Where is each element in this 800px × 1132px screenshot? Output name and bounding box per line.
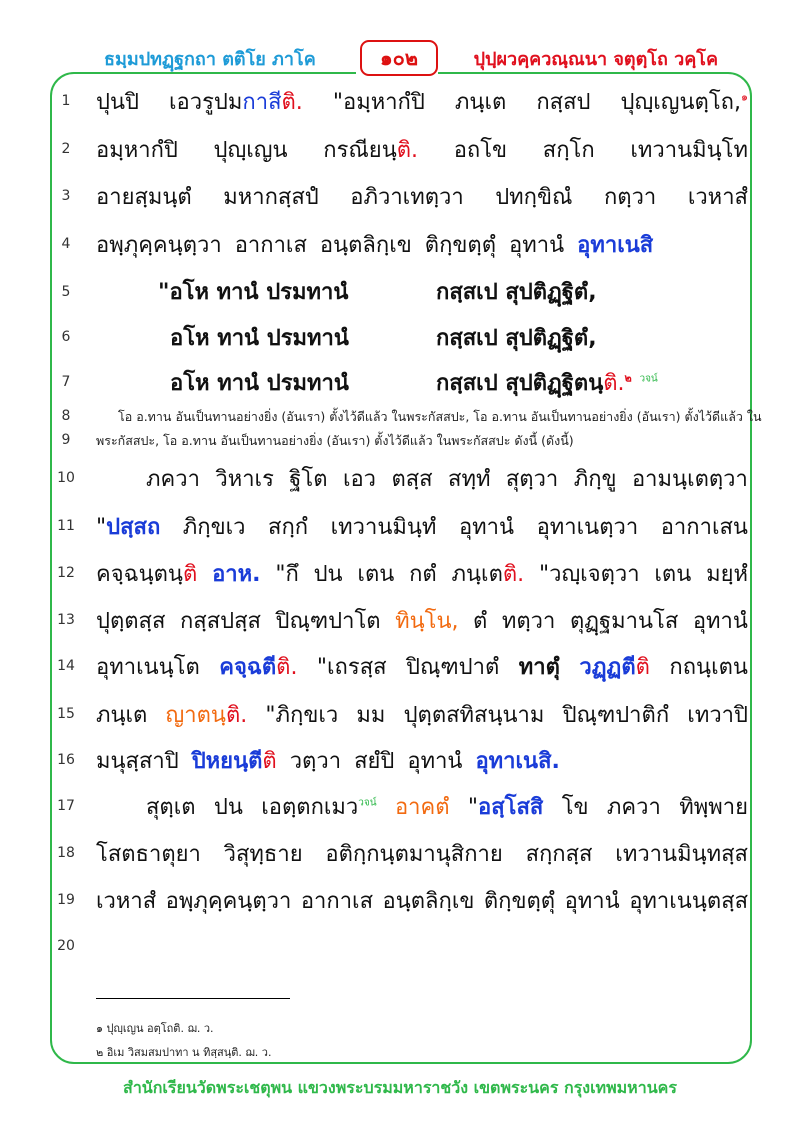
line-number: 17 [57,798,75,814]
word: สกฺกํ [268,515,309,540]
word: ภิกฺขู [573,467,617,492]
word: ทตฺวา [501,609,556,634]
line-number: 12 [57,565,75,581]
verse-line-1a: "อโห ทานํ ปรมทานํ [158,280,349,305]
verse-line-2b: กสฺสเป สุปติฏฺฐิตํ, [436,326,597,351]
vagga-tag: วจน์ [639,373,658,385]
word: กตฺวา [603,185,657,210]
word: เอตฺตกเมว$^{วจน์}$ [261,795,377,820]
word: เวหาสํ [687,185,748,210]
word: โข [561,795,589,820]
word: อาห. [212,562,261,587]
word: วิสุทฺธาย [223,842,303,867]
word: ทิพฺพาย [679,795,748,820]
line-number: 15 [57,706,75,722]
word: เตน [357,562,395,587]
line-number: 9 [61,432,71,448]
translation-line-8: โอ อ.ทาน อันเป็นทานอย่างยิ่ง (อันเรา) ตั้งไว้ดีแล้ว ในพระกัสสปะ, โอ อ.ทาน อันเป็นทานอย่างยิ่ง (อันเรา) ตั้งไว้ดีแล้ว ใน [118,409,762,424]
word: เทวานมินฺทสฺส [615,842,748,867]
word: อุทาเนนฺตสฺส [629,889,748,914]
word: อมฺหากํปิ [96,138,178,163]
word: อาคตํ [394,795,450,820]
word: ภควา [606,795,661,820]
word: ปุญฺเญนตฺโถ,$^๑$ [620,90,748,115]
line-number: 6 [61,329,71,345]
word: มหากสฺสปํ [223,185,319,210]
word: อุทานํ [458,515,515,540]
word: อากาเส [300,889,373,914]
word: อนฺตลิกฺเข [319,233,412,258]
word: อุทานํ [509,233,565,258]
word: เอว [342,467,377,492]
word: ปิหยนฺตีติ [191,749,277,774]
word: "อสฺโสสิ [467,795,544,820]
word: ทินฺโน, [395,609,459,634]
word: มนุสฺสาปิ [96,749,179,774]
word: คจฺฉนฺตนฺติ [96,562,198,587]
text-line-12 [96,556,748,591]
text-line-2 [96,132,748,167]
word: อนฺตลิกฺเข [382,889,475,914]
word: อามนฺเตตฺวา [631,467,748,492]
page-header-left: ธมฺมปทฏฺฐกถา ตติโย ภาโค [104,49,316,70]
text-line-13 [96,603,748,638]
text-line-19 [96,883,748,918]
verse-line-3a: อโห ทานํ ปรมทานํ [170,371,349,396]
line-number: 7 [61,374,71,390]
word: กสฺสปสฺส [179,609,261,634]
word: อติกฺกนฺตมานุสิกาย [325,842,503,867]
line-number: 19 [57,892,75,908]
word: สกฺโก [542,138,595,163]
word: อุทาเนสิ. [475,749,560,774]
word: คจฺฉตีติ. [219,655,298,680]
word: ติกฺขตฺตุํ [483,889,556,914]
line-number: 16 [57,752,75,768]
word: วฏฺฏตีติ [579,655,650,680]
text-line-18 [96,836,748,871]
word: ตํ [473,609,488,634]
word: อถโข [453,138,508,163]
word: อุทาเนนฺโต [96,655,200,680]
line-number: 13 [57,612,75,628]
word: อพฺภุคฺคนฺตฺวา [96,233,222,258]
word: ญาตนฺติ. [165,703,248,728]
word: มม [356,703,386,728]
word: วตฺวา [289,749,342,774]
word: อายสฺมนฺตํ [96,185,192,210]
verse-line-3b: กสฺสเป สุปติฏฺฐิตนฺติ.$^๒$ $^{วจน์}$ [436,371,658,396]
word: ปน [313,562,343,587]
word: กสฺสป [536,90,591,115]
word: ภนฺเต [454,90,507,115]
line-number: 10 [57,470,75,486]
footnote-marker: ๑ [740,90,748,104]
word: ฐิโต [289,467,328,492]
word: เวหาสํ [96,889,157,914]
word: สทฺทํ [448,467,491,492]
word: ปิณฺฑปาตํ [406,655,500,680]
word: "กึ [275,562,299,587]
word: เทวานมินฺทํ [330,515,437,540]
footnote-2: ๒ อิเม วิสมสมปาทา น ทิสฺสนฺติ. ฌ. ว. [96,1046,272,1059]
word: อภิวาเทตฺวา [350,185,464,210]
word: เอวรูปมกาสีติ. [169,90,303,115]
page-number-box: ๑๐๒ [360,40,438,76]
word: วิหาเร [215,467,274,492]
line-number: 3 [61,188,71,204]
line-number: 4 [61,236,71,252]
word: ปิณฺฑปาโต [275,609,381,634]
word: กรณียนฺติ. [323,138,419,163]
word: สุตฺวา [505,467,559,492]
line-number: 14 [57,658,75,674]
word: ปิณฺฑปาติกํ [562,703,670,728]
word: สยํปิ [354,749,395,774]
word: ภิกฺขเว [182,515,246,540]
text-line-16 [96,743,748,778]
word: เทวานมินฺโท [630,138,748,163]
line-number: 1 [61,93,71,109]
text-line-4 [96,227,748,262]
word: "ภิกฺขเว [265,703,339,728]
word: มยฺหํ [706,562,748,587]
line-number: 20 [57,938,75,954]
text-line-11 [96,509,748,544]
word: กถนฺเตน [669,655,748,680]
line-number: 5 [61,284,71,300]
word: ทาตุํ [518,655,560,680]
text-line-15 [96,697,748,732]
word: ปน [213,795,243,820]
word: สกฺกสฺส [525,842,593,867]
footnote-rule [96,998,290,999]
page-footer: สำนักเรียนวัดพระเชตุพน แขวงพระบรมมหาราชวัง เขตพระนคร กรุงเทพมหานคร [123,1078,677,1097]
word: ภนฺเต [96,703,148,728]
word: อากาเสน [660,515,748,540]
word: ปุญฺเญน [213,138,288,163]
word: สุตฺเต [146,795,196,820]
word: อากาเส [234,233,307,258]
page-header-right: ปุปฺผวคฺควณฺณนา จตุตฺโถ วคฺโค [473,49,718,70]
line-number: 8 [61,408,71,424]
word: อุทานํ [564,889,620,914]
word: อพฺภุคฺคนฺตฺวา [165,889,292,914]
word: อุทานํ [407,749,463,774]
footnote-marker: ๒ [624,371,632,385]
word: "ปสฺสถ [96,515,161,540]
footnote-1: ๑ ปุญฺเญน อตฺโถติ. ฌ. ว. [96,1022,214,1035]
text-line-3 [96,179,748,214]
word: ตสฺส [391,467,433,492]
text-line-1 [96,84,748,119]
text-line-14 [96,649,748,684]
word: กตํ [409,562,437,587]
word: ภนฺเตติ. [451,562,525,587]
word: "อมฺหากํปิ [332,90,425,115]
translation-line-9: พระกัสสปะ, โอ อ.ทาน อันเป็นทานอย่างยิ่ง (อันเรา) ตั้งไว้ดีแล้ว ในพระกัสสปะ ดังนี้ (ดังนี้) [96,433,574,448]
verse-line-2a: อโห ทานํ ปรมทานํ [170,326,349,351]
verse-line-1b: กสฺสเป สุปติฏฺฐิตํ, [436,280,597,305]
word: ปุตฺตสฺส [96,609,166,634]
line-number: 18 [57,845,75,861]
text-line-17 [146,789,748,824]
word: "วญฺเจตฺวา [538,562,640,587]
word: อุทาเนตฺวา [536,515,639,540]
line-number: 11 [57,518,75,534]
word: ติกฺขตฺตุํ [424,233,497,258]
word: ตุฏฺฐมานโส [569,609,679,634]
word: อุทาเนสิ [577,233,654,258]
line-number: 2 [61,141,71,157]
word: อุทานํ [692,609,748,634]
text-line-10 [146,461,748,496]
word: เทวาปิ [687,703,748,728]
word: เตน [654,562,692,587]
word: ปุนปิ [96,90,139,115]
word: โสตธาตุยา [96,842,201,867]
word: ภควา [146,467,200,492]
word: ปทกฺขิณํ [495,185,573,210]
word: "เถรสฺส [316,655,387,680]
word: ปุตฺตสทิสนฺนาม [403,703,545,728]
